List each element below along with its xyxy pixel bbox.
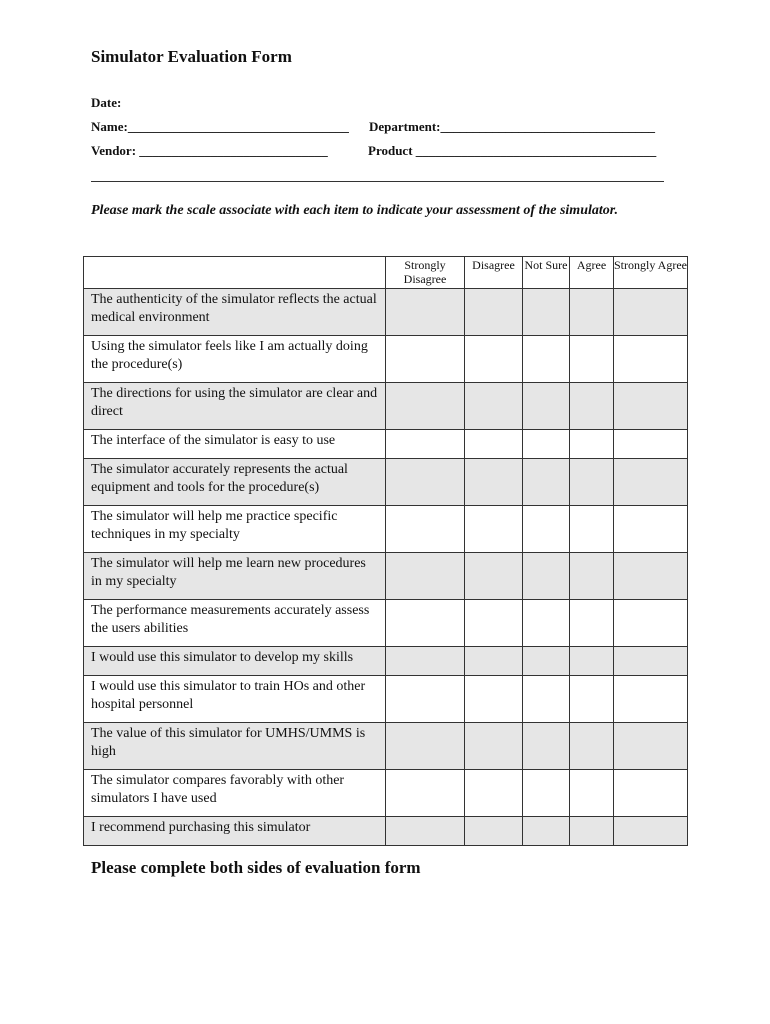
rating-cell-agree[interactable] bbox=[570, 336, 614, 383]
header-item bbox=[84, 257, 386, 289]
table-row bbox=[84, 289, 688, 336]
table-row bbox=[84, 647, 688, 676]
table-row bbox=[84, 430, 688, 459]
rating-cell-disagree[interactable] bbox=[465, 600, 523, 647]
rating-cell-agree[interactable] bbox=[570, 817, 614, 846]
rating-cell-strongly-agree[interactable] bbox=[614, 723, 688, 770]
item-statement: I would use this simulator to develop my skills bbox=[84, 647, 386, 676]
rating-cell-agree[interactable] bbox=[570, 723, 614, 770]
item-statement: The authenticity of the simulator reflects the actual medical environment bbox=[84, 289, 386, 336]
rating-cell-agree[interactable] bbox=[570, 506, 614, 553]
rating-cell-strongly-agree[interactable] bbox=[614, 289, 688, 336]
item-statement: Using the simulator feels like I am actually doing the procedure(s) bbox=[84, 336, 386, 383]
rating-cell-agree[interactable] bbox=[570, 383, 614, 430]
rating-cell-strongly-disagree[interactable] bbox=[386, 723, 465, 770]
rating-cell-disagree[interactable] bbox=[465, 336, 523, 383]
table-header-row bbox=[84, 257, 688, 289]
rating-cell-not-sure[interactable] bbox=[523, 553, 570, 600]
table-row bbox=[84, 817, 688, 846]
rating-cell-not-sure[interactable] bbox=[523, 383, 570, 430]
rating-cell-strongly-disagree[interactable] bbox=[386, 506, 465, 553]
table-row bbox=[84, 336, 688, 383]
rating-cell-agree[interactable] bbox=[570, 553, 614, 600]
name-field[interactable]: Name:__________________________________ bbox=[91, 119, 349, 134]
rating-cell-agree[interactable] bbox=[570, 459, 614, 506]
rating-cell-strongly-agree[interactable] bbox=[614, 430, 688, 459]
instructions: Please mark the scale associate with each item to indicate your assessment of the simulator. bbox=[91, 203, 618, 218]
date-field[interactable]: Date: bbox=[91, 95, 122, 110]
rating-cell-strongly-disagree[interactable] bbox=[386, 553, 465, 600]
rating-cell-disagree[interactable] bbox=[465, 383, 523, 430]
separator-line bbox=[91, 181, 664, 182]
rating-cell-not-sure[interactable] bbox=[523, 506, 570, 553]
rating-cell-agree[interactable] bbox=[570, 600, 614, 647]
rating-cell-strongly-agree[interactable] bbox=[614, 506, 688, 553]
header-strongly-agree: Strongly Agree bbox=[614, 257, 688, 289]
rating-cell-strongly-agree[interactable] bbox=[614, 817, 688, 846]
rating-cell-not-sure[interactable] bbox=[523, 676, 570, 723]
rating-cell-strongly-agree[interactable] bbox=[614, 553, 688, 600]
rating-cell-not-sure[interactable] bbox=[523, 289, 570, 336]
form-title: Simulator Evaluation Form bbox=[91, 47, 292, 66]
item-statement: I recommend purchasing this simulator bbox=[84, 817, 386, 846]
table-row bbox=[84, 676, 688, 723]
rating-cell-disagree[interactable] bbox=[465, 459, 523, 506]
rating-cell-strongly-disagree[interactable] bbox=[386, 600, 465, 647]
rating-cell-disagree[interactable] bbox=[465, 723, 523, 770]
rating-cell-strongly-agree[interactable] bbox=[614, 336, 688, 383]
item-statement: The directions for using the simulator are clear and direct bbox=[84, 383, 386, 430]
rating-cell-strongly-disagree[interactable] bbox=[386, 430, 465, 459]
item-statement: The simulator accurately represents the actual equipment and tools for the procedure(s) bbox=[84, 459, 386, 506]
rating-cell-not-sure[interactable] bbox=[523, 459, 570, 506]
rating-cell-disagree[interactable] bbox=[465, 289, 523, 336]
product-field[interactable]: Product _____________________________________ bbox=[368, 143, 657, 158]
rating-cell-disagree[interactable] bbox=[465, 553, 523, 600]
rating-cell-strongly-disagree[interactable] bbox=[386, 459, 465, 506]
rating-cell-not-sure[interactable] bbox=[523, 430, 570, 459]
rating-cell-disagree[interactable] bbox=[465, 817, 523, 846]
rating-cell-strongly-agree[interactable] bbox=[614, 770, 688, 817]
rating-cell-strongly-disagree[interactable] bbox=[386, 770, 465, 817]
item-statement: The value of this simulator for UMHS/UMMS is high bbox=[84, 723, 386, 770]
item-statement: The simulator compares favorably with other simulators I have used bbox=[84, 770, 386, 817]
rating-cell-strongly-agree[interactable] bbox=[614, 459, 688, 506]
rating-cell-disagree[interactable] bbox=[465, 770, 523, 817]
rating-cell-strongly-agree[interactable] bbox=[614, 647, 688, 676]
header-strongly-disagree: Strongly Disagree bbox=[386, 257, 465, 289]
header-not-sure: Not Sure bbox=[523, 257, 570, 289]
rating-cell-strongly-disagree[interactable] bbox=[386, 336, 465, 383]
header-disagree: Disagree bbox=[465, 257, 523, 289]
table-row bbox=[84, 770, 688, 817]
footer-note: Please complete both sides of evaluation form bbox=[91, 858, 421, 877]
table-row bbox=[84, 553, 688, 600]
rating-cell-strongly-disagree[interactable] bbox=[386, 289, 465, 336]
rating-cell-disagree[interactable] bbox=[465, 676, 523, 723]
rating-cell-strongly-agree[interactable] bbox=[614, 676, 688, 723]
rating-cell-not-sure[interactable] bbox=[523, 647, 570, 676]
vendor-field[interactable]: Vendor: _____________________________ bbox=[91, 143, 328, 158]
rating-cell-not-sure[interactable] bbox=[523, 723, 570, 770]
rating-cell-strongly-agree[interactable] bbox=[614, 600, 688, 647]
rating-cell-strongly-disagree[interactable] bbox=[386, 383, 465, 430]
table-row bbox=[84, 506, 688, 553]
table-row bbox=[84, 383, 688, 430]
rating-cell-not-sure[interactable] bbox=[523, 600, 570, 647]
table-row bbox=[84, 600, 688, 647]
rating-cell-not-sure[interactable] bbox=[523, 336, 570, 383]
rating-cell-agree[interactable] bbox=[570, 647, 614, 676]
rating-cell-strongly-agree[interactable] bbox=[614, 383, 688, 430]
item-statement: The interface of the simulator is easy to use bbox=[84, 430, 386, 459]
rating-cell-agree[interactable] bbox=[570, 770, 614, 817]
item-statement: I would use this simulator to train HOs and other hospital personnel bbox=[84, 676, 386, 723]
rating-cell-not-sure[interactable] bbox=[523, 770, 570, 817]
item-statement: The performance measurements accurately assess the users abilities bbox=[84, 600, 386, 647]
rating-cell-strongly-disagree[interactable] bbox=[386, 676, 465, 723]
department-field[interactable]: Department:_________________________________ bbox=[369, 119, 655, 134]
table-row bbox=[84, 723, 688, 770]
rating-cell-strongly-disagree[interactable] bbox=[386, 817, 465, 846]
table-row bbox=[84, 459, 688, 506]
rating-cell-disagree[interactable] bbox=[465, 430, 523, 459]
item-statement: The simulator will help me practice specific techniques in my specialty bbox=[84, 506, 386, 553]
rating-cell-agree[interactable] bbox=[570, 676, 614, 723]
rating-cell-agree[interactable] bbox=[570, 289, 614, 336]
rating-cell-strongly-disagree[interactable] bbox=[386, 647, 465, 676]
evaluation-table bbox=[83, 256, 688, 846]
rating-cell-disagree[interactable] bbox=[465, 506, 523, 553]
header-agree: Agree bbox=[570, 257, 614, 289]
rating-cell-disagree[interactable] bbox=[465, 647, 523, 676]
item-statement: The simulator will help me learn new procedures in my specialty bbox=[84, 553, 386, 600]
rating-cell-not-sure[interactable] bbox=[523, 817, 570, 846]
rating-cell-agree[interactable] bbox=[570, 430, 614, 459]
